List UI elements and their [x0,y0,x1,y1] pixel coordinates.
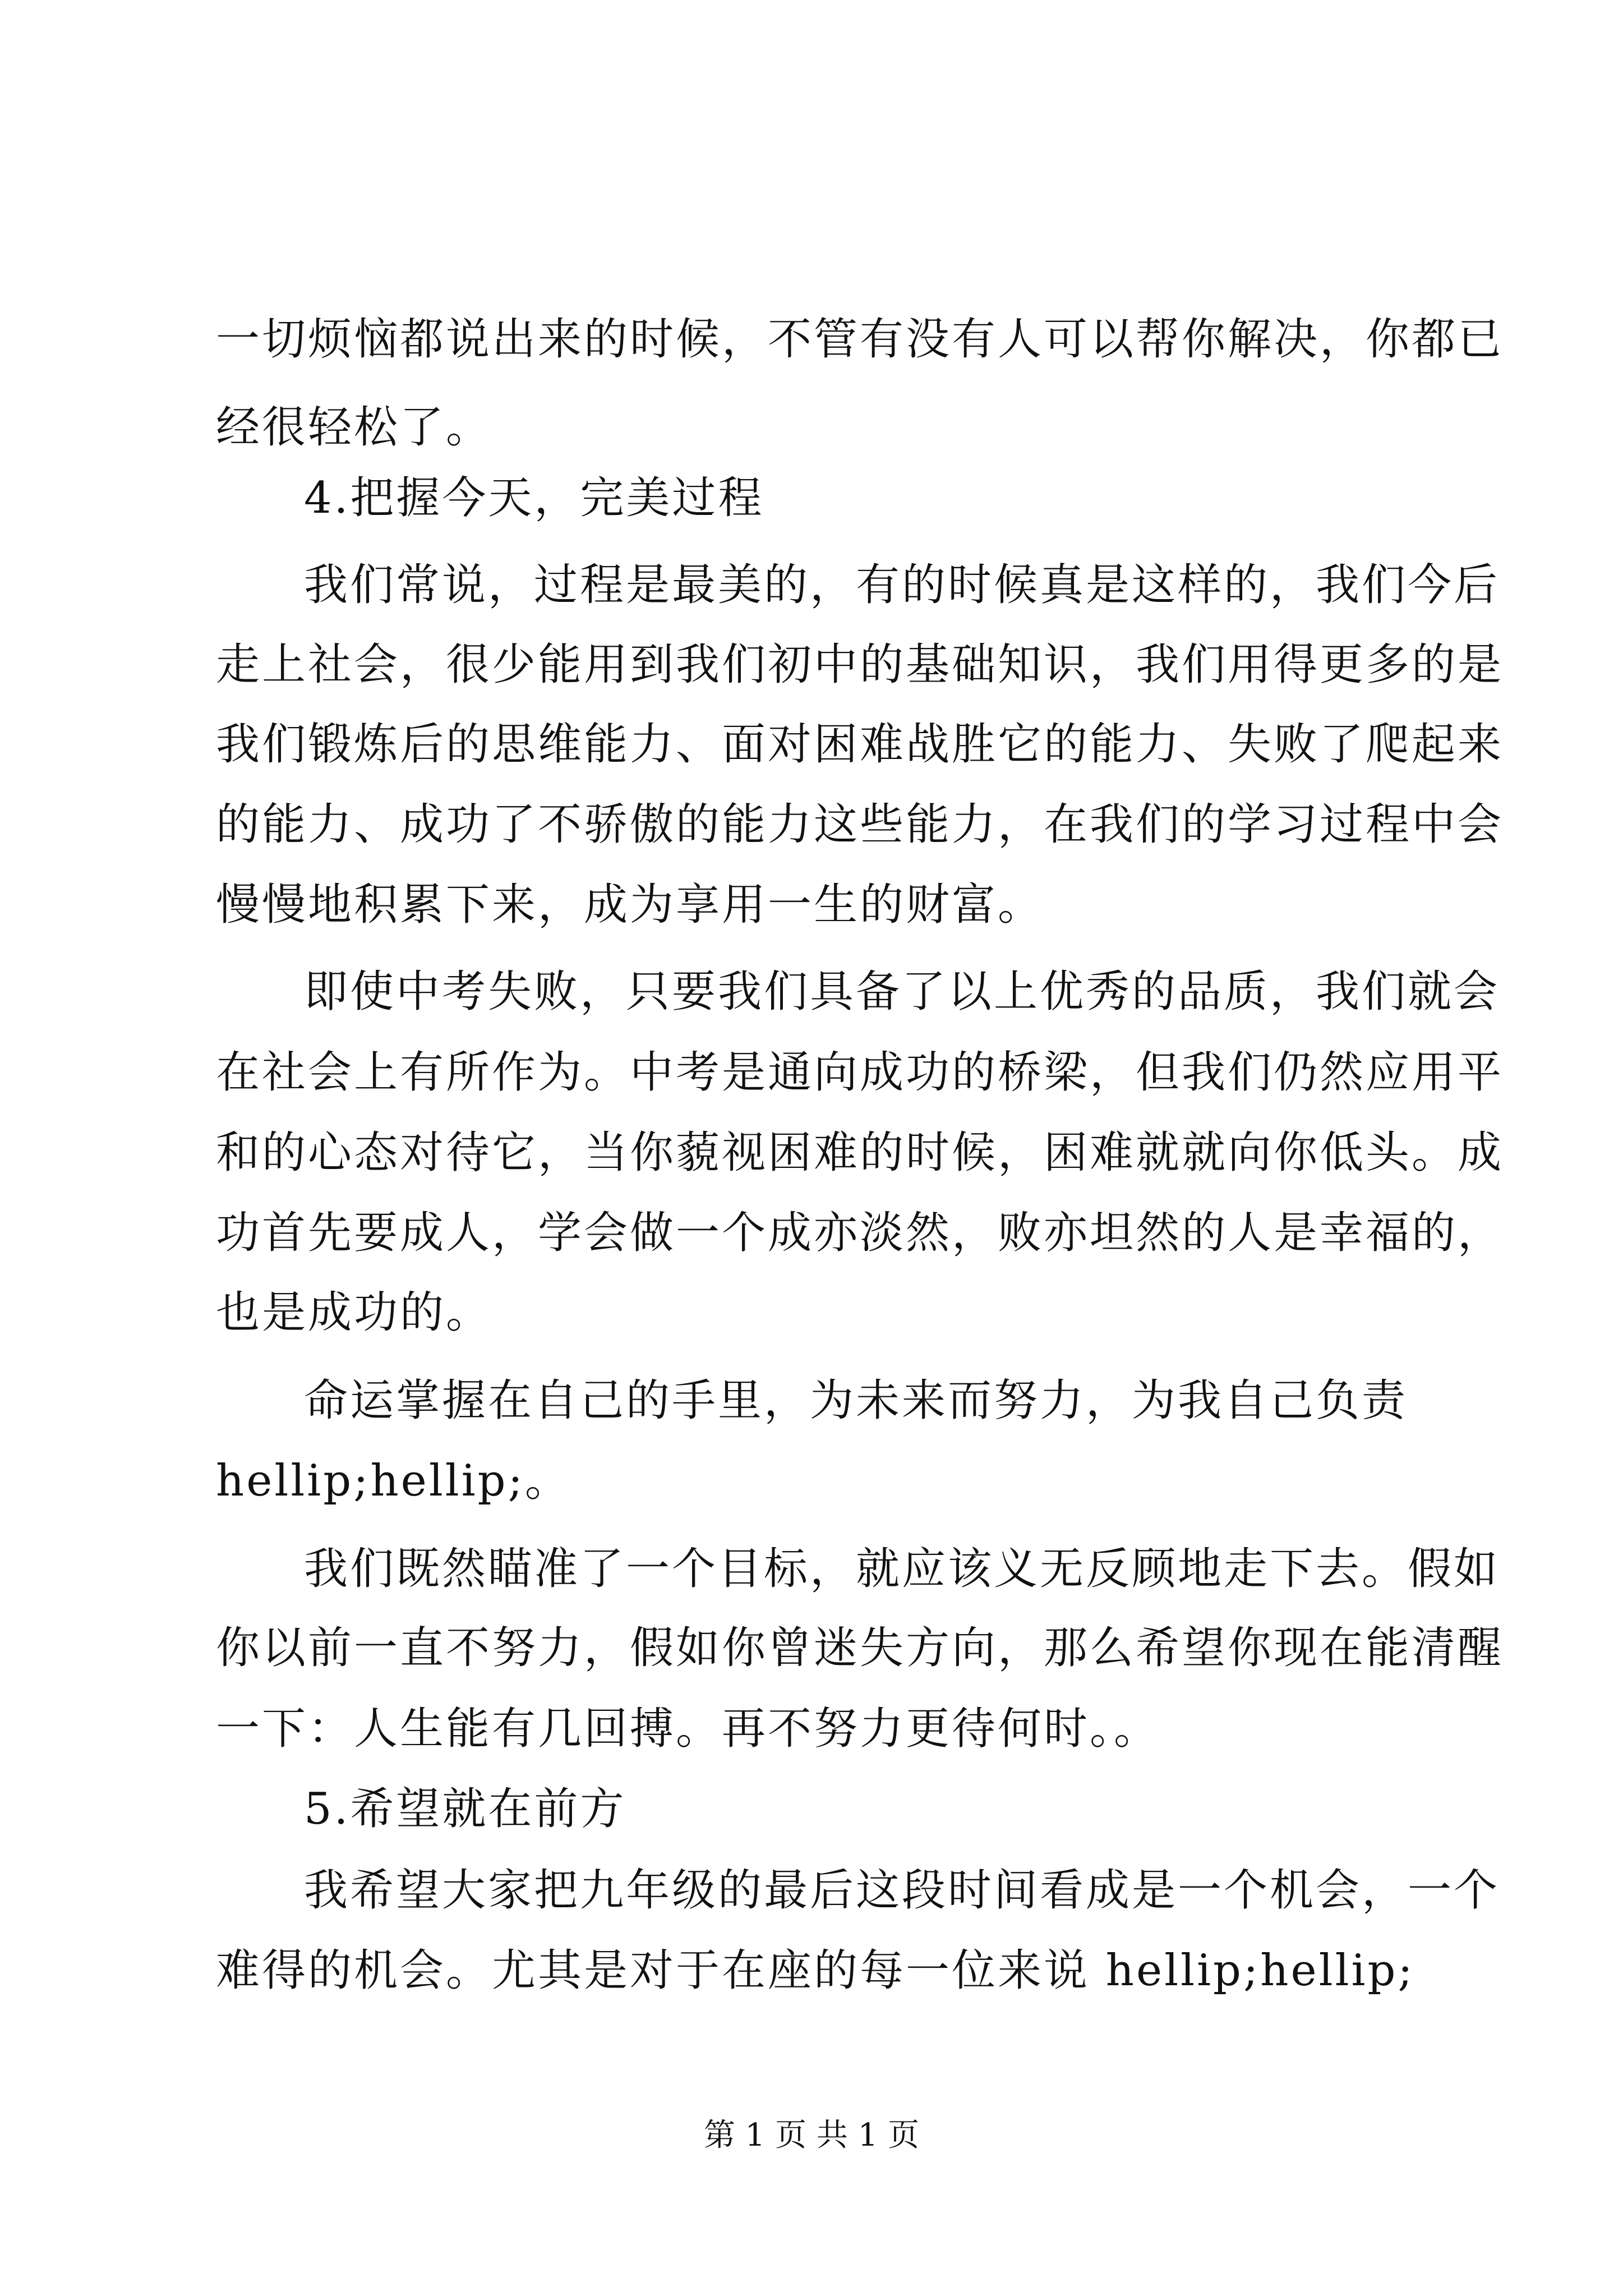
body-line: 你以前一直不努力，假如你曾迷失方向，那么希望你现在能清醒 [216,1623,1504,1673]
body-line: 我希望大家把九年级的最后这段时间看成是一个机会，一个 [304,1865,1500,1916]
body-line: 一切烦恼都说出来的时候，不管有没有人可以帮你解决，你都已 [216,314,1504,365]
body-line: 走上社会，很少能用到我们初中的基础知识，我们用得更多的是 [216,639,1504,690]
body-line: 在社会上有所作为。中考是通向成功的桥梁，但我们仍然应用平 [216,1047,1504,1098]
body-line: 我们常说，过程是最美的，有的时候真是这样的，我们今后 [304,560,1500,610]
body-line: 命运掌握在自己的手里，为未来而努力，为我自己负责 [304,1375,1408,1426]
body-line: 即使中考失败，只要我们具备了以上优秀的品质，我们就会 [304,967,1500,1017]
body-line: 功首先要成人，学会做一个成亦淡然，败亦坦然的人是幸福的， [216,1208,1504,1258]
page-number-footer: 第 1 页 共 1 页 [703,2117,920,2154]
body-line: 和的心态对待它，当你藐视困难的时候，困难就就向你低头。成 [216,1128,1504,1178]
body-line: 经很轻松了。 [216,402,492,453]
section-heading: 4.把握今天，完美过程 [304,473,764,523]
body-line: 我们既然瞄准了一个目标，就应该义无反顾地走下去。假如 [304,1544,1500,1594]
body-line: 一下：人生能有几回搏。再不努力更待何时。。 [216,1704,1160,1754]
body-line: 难得的机会。尤其是对于在座的每一位来说 hellip;hellip; [216,1945,1415,1996]
body-line: 也是成功的。 [216,1287,492,1338]
body-line: hellip;hellip;。 [216,1456,571,1506]
body-line: 我们锻炼后的思维能力、面对困难战胜它的能力、失败了爬起来 [216,719,1504,770]
body-line: 的能力、成功了不骄傲的能力这些能力，在我们的学习过程中会 [216,799,1504,850]
body-line: 慢慢地积累下来，成为享用一生的财富。 [216,880,1044,930]
section-heading: 5.希望就在前方 [304,1784,626,1834]
